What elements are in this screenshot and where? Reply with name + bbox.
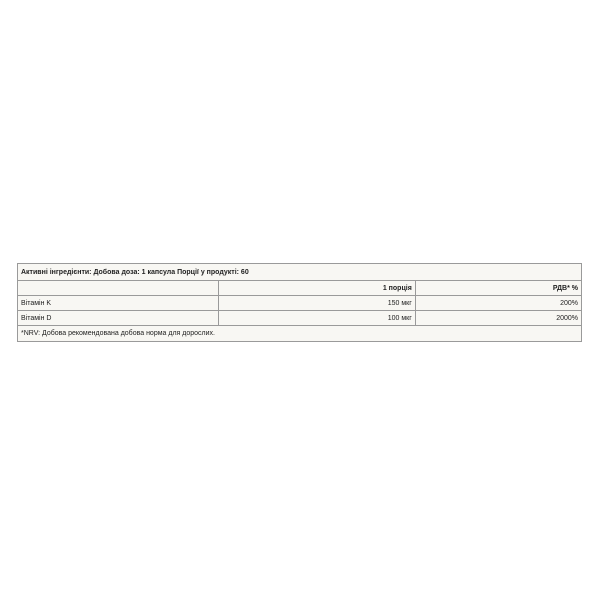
ingredient-name: Вітамін K <box>18 296 219 311</box>
table-row <box>18 311 582 326</box>
column-header-name <box>18 281 219 296</box>
ingredient-amount: 150 мкг <box>219 296 415 311</box>
ingredient-name: Вітамін D <box>18 311 219 326</box>
ingredient-rdv: 2000% <box>415 311 581 326</box>
table-header-row <box>18 264 582 281</box>
table-footnote-row <box>18 326 582 342</box>
table-row <box>18 296 582 311</box>
column-header-serving: 1 порція <box>219 281 415 296</box>
ingredient-rdv: 200% <box>415 296 581 311</box>
supplement-facts-table <box>17 263 582 342</box>
table-footnote: *NRV: Добова рекомендована добова норма для дорослих. <box>18 326 582 342</box>
ingredient-amount: 100 мкг <box>219 311 415 326</box>
column-header-row <box>18 281 582 296</box>
column-header-rdv: РДВ* % <box>415 281 581 296</box>
table-title: Активні інгредієнти: Добова доза: 1 капсула Порції у продукті: 60 <box>18 264 582 281</box>
